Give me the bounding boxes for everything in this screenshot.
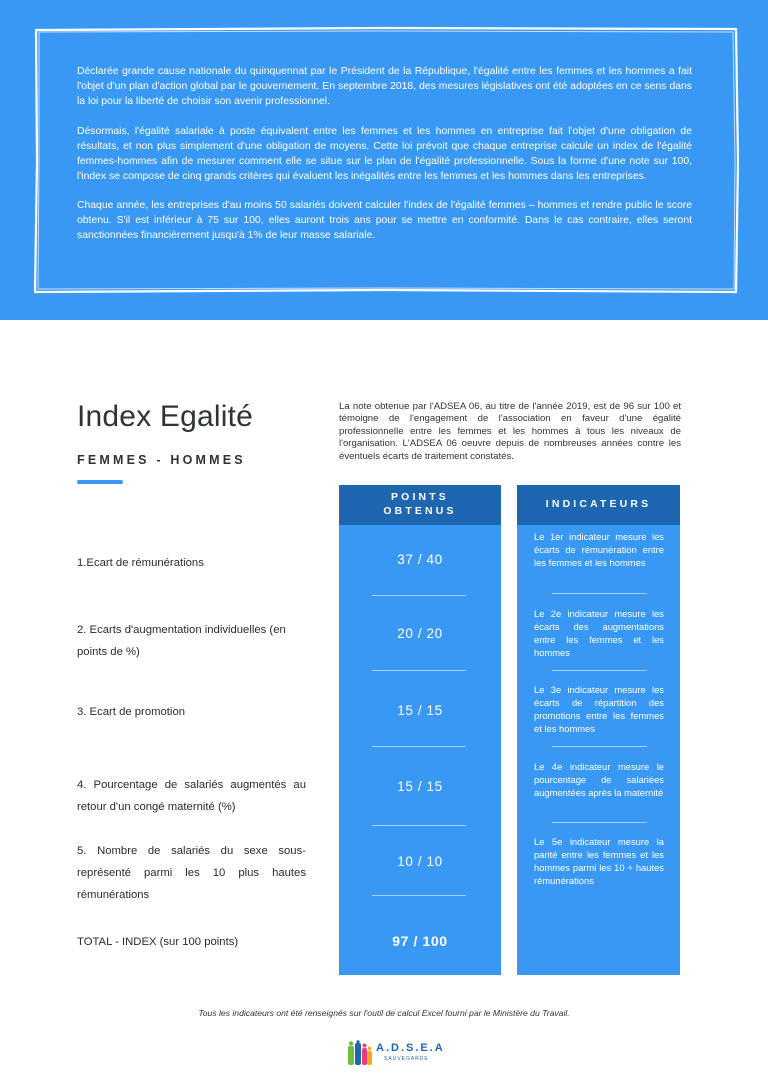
indicators-column-header: INDICATEURS	[517, 485, 680, 525]
row-divider	[372, 895, 466, 896]
footnote: Tous les indicateurs ont été renseignés sur l'outil de calcul Excel fourni par le Ministère du Travail.	[198, 1008, 570, 1018]
indicator-text: Le 4e indicateur mesure le pourcentage de salariées augmentées après la maternité	[534, 761, 664, 798]
indicator-text: Le 2e indicateur mesure les écarts des augmentations entre les femmes et les hommes	[534, 608, 664, 658]
total-points: 97 / 100	[392, 933, 448, 949]
row-label: 3. Ecart de promotion	[77, 706, 186, 718]
logo-name: A.D.S.E.A	[376, 1042, 445, 1054]
intro-paragraph: Chaque année, les entreprises d'au moins 50 salariés doivent calculer l'index de l'égalité femmes – hommes et rendre public le score obtenu. S'il est inférieur à 75 sur 100, elles auront trois ans pour se mettre en conformité. Dans le cas contraire, elles seront sanctionnées financièrement jusqu'à 1% de leur masse salariale.	[77, 200, 692, 241]
row-label: 5. Nombre de salariés du sexe sous-représenté parmi les 10 plus hautes rémunérations	[77, 845, 306, 901]
title-underline	[77, 480, 123, 484]
row-divider	[552, 746, 647, 747]
indicator-text: Le 1er indicateur mesure les écarts de rémunération entre les femmes et les hommes	[534, 531, 664, 568]
adsea-logo	[347, 1040, 445, 1066]
row-divider	[372, 746, 466, 747]
logo-subtitle: SAUVEGARDE	[384, 1056, 429, 1062]
row-divider	[372, 595, 466, 596]
row-label: 1.Ecart de rémunérations	[77, 557, 204, 569]
row-label: 4. Pourcentage de salariés augmentés au retour d'un congé maternité (%)	[77, 779, 306, 813]
points-header-line: OBTENUS	[383, 506, 457, 517]
row-divider	[552, 822, 647, 823]
page-title: Index Egalité	[77, 400, 254, 433]
points-value: 20 / 20	[397, 626, 443, 641]
total-label: TOTAL - INDEX (sur 100 points)	[77, 936, 239, 948]
intro-text	[77, 64, 692, 258]
intro-banner	[0, 0, 768, 320]
row-divider	[372, 670, 466, 671]
points-value: 37 / 40	[397, 552, 443, 567]
row-label: 2. Ecarts d'augmentation individuelles (en points de %)	[77, 624, 286, 658]
indicator-text: Le 5e indicateur mesure la parité entre les femmes et les hommes parmi les 10 + hautes rémunérations	[534, 836, 664, 886]
points-column-header	[339, 485, 501, 525]
page-subtitle: FEMMES - HOMMES	[77, 453, 246, 467]
points-value: 15 / 15	[397, 779, 443, 794]
row-divider	[552, 593, 647, 594]
points-value: 10 / 10	[397, 854, 443, 869]
points-header-line: POINTS	[391, 492, 449, 503]
row-divider	[372, 825, 466, 826]
intro-paragraph: Désormais, l'égalité salariale à poste équivalent entre les femmes et les hommes en entreprise fait l'objet d'une obligation de résultats, et non plus simplement d'une obligation de moyens. Cette loi prévoit que chaque entreprise calcule un index de l'égalité femmes-hommes afin de mesurer comment elle se situe sur le plan de l'égalité professionnelle. Sous la forme d'une note sur 100, l'index se compose de cinq grands critères qui évaluent les inégalités entre les femmes et les hommes dans les entreprises.	[77, 125, 692, 182]
indicator-text: Le 3e indicateur mesure les écarts de répartition des promotions entre les femmes et les hommes	[534, 684, 664, 734]
row-divider	[552, 670, 647, 671]
points-value: 15 / 15	[397, 703, 443, 718]
intro-paragraph: Déclarée grande cause nationale du quinquennat par le Président de la République, l'égalité entre les femmes et les hommes a fait l'objet d'un plan d'action global par le gouvernement. En septembre 2018, des mesures législatives ont été adoptées en ce sens dans la loi pour la liberté de choisir son avenir professionnel.	[77, 66, 692, 107]
family-logo-icon	[347, 1040, 373, 1066]
score-note: La note obtenue par l'ADSEA 06, au titre de l'année 2019, est de 96 sur 100 et témoigne de l'engagement de l'association en faveur d'une égalité professionnelle entre les femmes et les hommes à tous les niveaux de l'organisation. L'ADSEA 06 oeuvre depuis de nombreuses années contre les éventuels écarts de traitement constatés.	[339, 401, 681, 462]
